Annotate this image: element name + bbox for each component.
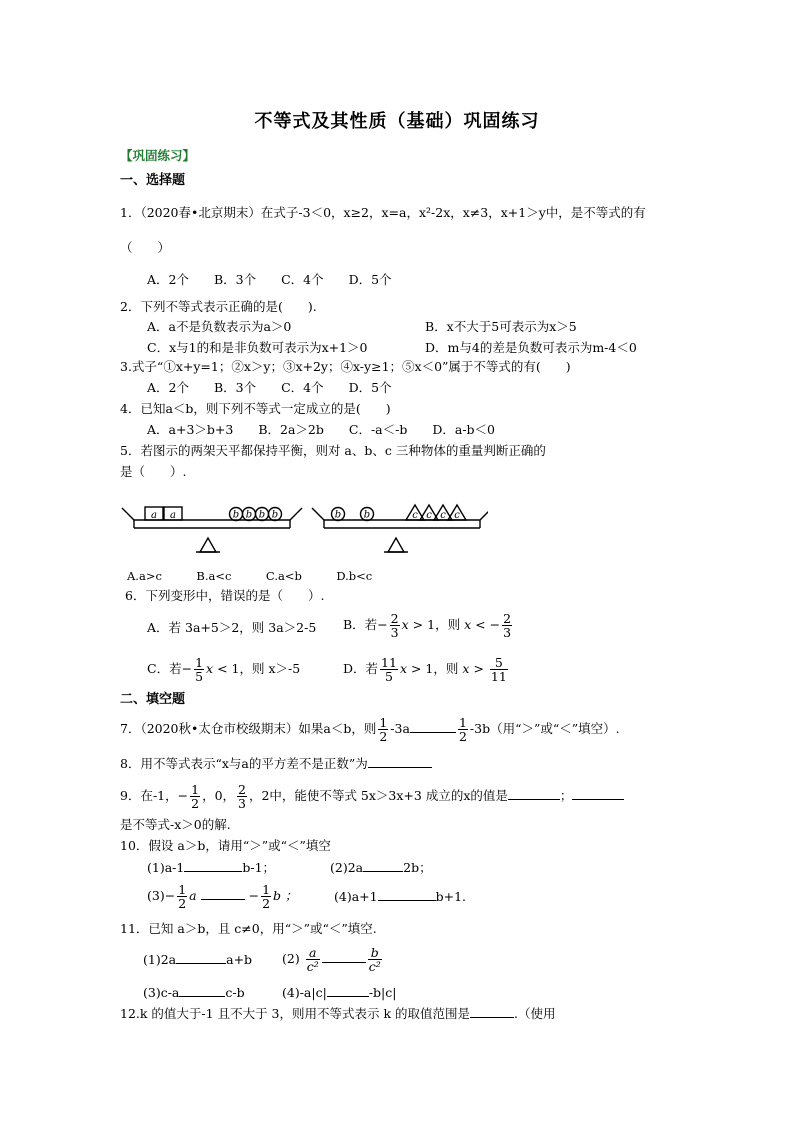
minus-sign: − (248, 888, 260, 903)
q10-p1-right: b-1； (242, 860, 276, 875)
q6-option-b (343, 607, 514, 643)
fraction-2-3 (502, 612, 512, 639)
numerator: 1 (458, 715, 467, 730)
answer-blank[interactable] (363, 859, 403, 872)
q11-p3-left: (3)c-a (143, 985, 180, 1000)
q2-option-c: C．x与1的和是非负数可表示为x+1＞0 (147, 340, 368, 355)
answer-blank[interactable] (322, 950, 366, 963)
numerator: b (368, 946, 382, 960)
q11-p1-right: a+b (226, 952, 253, 967)
ineq: > 1 (412, 617, 436, 632)
section-heading-choice: 一、选择题 (120, 173, 186, 188)
q11-part4 (282, 984, 396, 1001)
denominator: 3 (390, 625, 399, 640)
weight-c-4: c (454, 510, 460, 521)
q5-options: A.a>c B.a<c C.a<b D.b<c (127, 569, 373, 583)
var-x: x (399, 661, 407, 676)
answer-blank[interactable] (184, 859, 242, 872)
weight-b-4: b (271, 509, 279, 521)
weight-b-6: b (363, 509, 371, 521)
weight-a-1: a (151, 510, 157, 521)
var-x: x (464, 617, 472, 632)
balance-figure (118, 500, 488, 558)
var-a: a (189, 888, 197, 903)
answer-blank[interactable] (176, 951, 226, 964)
q11-p1-left: (1)2a (143, 952, 177, 967)
numerator: 1 (195, 655, 204, 670)
q1-stem: 1．（2020春•北京期末）在式子-3＜0，x≥2，x=a，x²-2x，x≠3，x+1＞y中，是不等式的有 (120, 205, 646, 220)
denominator: 2 (262, 896, 271, 911)
weight-c-2: c (426, 510, 432, 521)
q2-option-d: D．m与4的差是负数可表示为m-4＜0 (425, 340, 637, 355)
numerator: 2 (238, 782, 246, 797)
weight-c-1: c (412, 510, 418, 521)
q9-line2: 是不等式-x＞0的解. (120, 817, 231, 832)
q9-sep: ； (559, 788, 573, 803)
q11-p2-label: (2) (282, 951, 300, 966)
q11-p4-left: (4)-a|c| (282, 985, 327, 1000)
denominator: 5 (195, 669, 204, 684)
var-b: b ； (273, 888, 298, 903)
answer-blank[interactable] (470, 1005, 514, 1018)
fraction-2-3 (237, 783, 247, 810)
q6-d-label: D．若 (343, 661, 379, 676)
q5-stem-line1: 5．若图示的两架天平都保持平衡，则对 a、b、c 三种物体的重量判断正确的 (120, 443, 546, 458)
q5-stem-line2: 是（ ）. (120, 464, 187, 479)
fraction-1-2 (261, 883, 271, 910)
q10-p2-right: 2b； (403, 860, 432, 875)
ineq: > 1 (410, 661, 434, 676)
denominator: 3 (238, 796, 246, 811)
minus-sign: − (181, 661, 193, 676)
q10-part3 (147, 878, 298, 914)
q1-paren: （ ） (120, 240, 171, 255)
var-x: x (401, 617, 409, 632)
weight-b-5: b (334, 509, 342, 521)
weight-c-3: c (440, 510, 446, 521)
q6-c-result: ，则 x＞-5 (239, 661, 301, 676)
section-heading-fill: 二、填空题 (120, 692, 186, 707)
answer-blank[interactable] (368, 755, 432, 768)
q11-stem: 11．已知 a＞b，且 c≠0，用“＞”或“＜”填空. (120, 921, 377, 936)
q8-stem: 8．用不等式表示“x与a的平方差不是正数”为 (120, 756, 368, 771)
numerator: 11 (381, 655, 397, 670)
q9 (120, 778, 624, 814)
numerator: a (306, 946, 320, 960)
fraction-b-c2 (368, 946, 382, 973)
fraction-1-2 (378, 716, 388, 743)
q3-stem: 3.式子“①x+y=1；②x＞y；③x+2y；④x-y≥1；⑤x＜0”属于不等式的有( ) (120, 359, 571, 374)
denominator: 2 (191, 796, 200, 811)
numerator: 1 (262, 882, 271, 897)
q10-p4-right: b+1. (435, 889, 466, 904)
q12-tail: .（使用 (514, 1006, 556, 1021)
weight-b-1: b (232, 509, 240, 521)
then: ，则 (433, 661, 459, 676)
q6-b-label: B．若 (343, 617, 378, 632)
denominator: 2 (178, 896, 187, 911)
q10-p4-left: (4)a+1 (334, 889, 378, 904)
q11-p3-right: c-b (225, 985, 245, 1000)
denominator: c² (368, 959, 381, 974)
answer-blank[interactable] (508, 787, 560, 800)
ineq: < 1 (217, 661, 240, 676)
page-title: 不等式及其性质（基础）巩固练习 (254, 111, 540, 132)
answer-blank[interactable] (327, 984, 369, 997)
fraction-1-5 (194, 656, 204, 683)
q10-part1 (147, 859, 275, 876)
q11-part1 (143, 951, 252, 968)
q6-c-label: C．若 (147, 661, 182, 676)
numerator: 1 (178, 882, 187, 897)
numerator: 2 (390, 611, 399, 626)
fraction-5-11 (490, 656, 508, 683)
denominator: c² (306, 959, 319, 974)
minus-sign: − (177, 788, 189, 803)
q11-p4-right: -b|c| (368, 985, 397, 1000)
q2-option-a: A．a不是负数表示为a＞0 (147, 319, 292, 334)
q12 (120, 1005, 556, 1022)
q6-option-a: A．若 3a+5＞2，则 3a＞2-5 (147, 620, 317, 635)
weight-b-3: b (258, 509, 266, 521)
q10-p3-label: (3) (147, 888, 165, 903)
var-x: x (462, 661, 470, 676)
fraction-1-2 (190, 783, 200, 810)
weight-a-2: a (170, 510, 176, 521)
q4-stem: 4．已知a＜b，则下列不等式一定成立的是( ) (120, 401, 391, 416)
answer-blank[interactable] (378, 888, 436, 901)
fraction-1-2 (177, 883, 187, 910)
q10-stem: 10．假设 a＞b，请用“＞”或“＜”填空 (120, 838, 331, 853)
then: ，则 (435, 617, 461, 632)
answer-blank[interactable] (179, 984, 225, 997)
denominator: 2 (458, 729, 467, 744)
gt-sign: > (473, 661, 484, 676)
weight-b-2: b (245, 509, 253, 521)
q7-stem: 7．（2020秋•太仓市校级期末）如果a＜b，则 (120, 721, 377, 736)
minus-sign: − (489, 617, 501, 632)
q12-stem: 12.k 的值大于-1 且不大于 3，则用不等式表示 k 的取值范围是 (120, 1006, 471, 1021)
fraction-11-5 (380, 656, 398, 683)
q7-term-a: -3a (390, 721, 410, 736)
q6-stem: 6．下列变形中，错误的是（ ）. (125, 588, 325, 603)
q2-stem: 2．下列不等式表示正确的是( ). (120, 299, 317, 314)
minus-sign: − (377, 617, 388, 632)
denominator: 5 (385, 669, 393, 684)
q6-option-c (147, 651, 300, 687)
q10-part2 (330, 859, 432, 876)
fraction-a-c2 (306, 946, 320, 973)
q10-p2-left: (2)2a (330, 860, 364, 875)
numerator: 5 (490, 656, 508, 670)
q10-p1-left: (1)a-1 (147, 860, 185, 875)
minus-sign: − (164, 888, 176, 903)
denominator: 2 (379, 729, 388, 744)
q1-options: A．2个 B．3个 C．4个 D．5个 (147, 272, 392, 287)
answer-blank[interactable] (410, 720, 456, 733)
q7 (120, 711, 620, 747)
q8 (120, 755, 432, 772)
numerator: 1 (379, 715, 388, 730)
fraction-2-3 (390, 612, 400, 639)
section-tag: 【巩固练习】 (120, 148, 196, 163)
q2-option-b: B．x不大于5可表示为x＞5 (425, 319, 577, 334)
q9-stem: 9．在-1， (120, 788, 178, 803)
q11-part3 (143, 984, 245, 1001)
answer-blank[interactable] (201, 887, 245, 900)
q4-options: A．a+3＞b+3 B．2a＞2b C．-a＜-b D．a-b＜0 (147, 422, 495, 437)
denominator: 3 (503, 625, 512, 640)
q7-term-b: -3b（用“＞”或“＜”填空）. (469, 721, 620, 736)
numerator: 2 (503, 611, 512, 626)
q6-option-d (343, 651, 510, 687)
var-x: x (206, 661, 214, 676)
lt-sign: < (475, 617, 486, 632)
q11-part2 (282, 941, 384, 977)
q3-options: A．2个 B．3个 C．4个 D．5个 (147, 380, 392, 395)
numerator: 1 (191, 782, 200, 797)
q9-mid: ，0， (202, 788, 236, 803)
fraction-1-2 (458, 716, 468, 743)
q10-part4 (334, 888, 466, 905)
denominator: 11 (490, 669, 507, 684)
answer-blank[interactable] (572, 787, 624, 800)
q9-condition: ，2中，能使不等式 5x＞3x+3 成立的x的值是 (248, 788, 508, 803)
